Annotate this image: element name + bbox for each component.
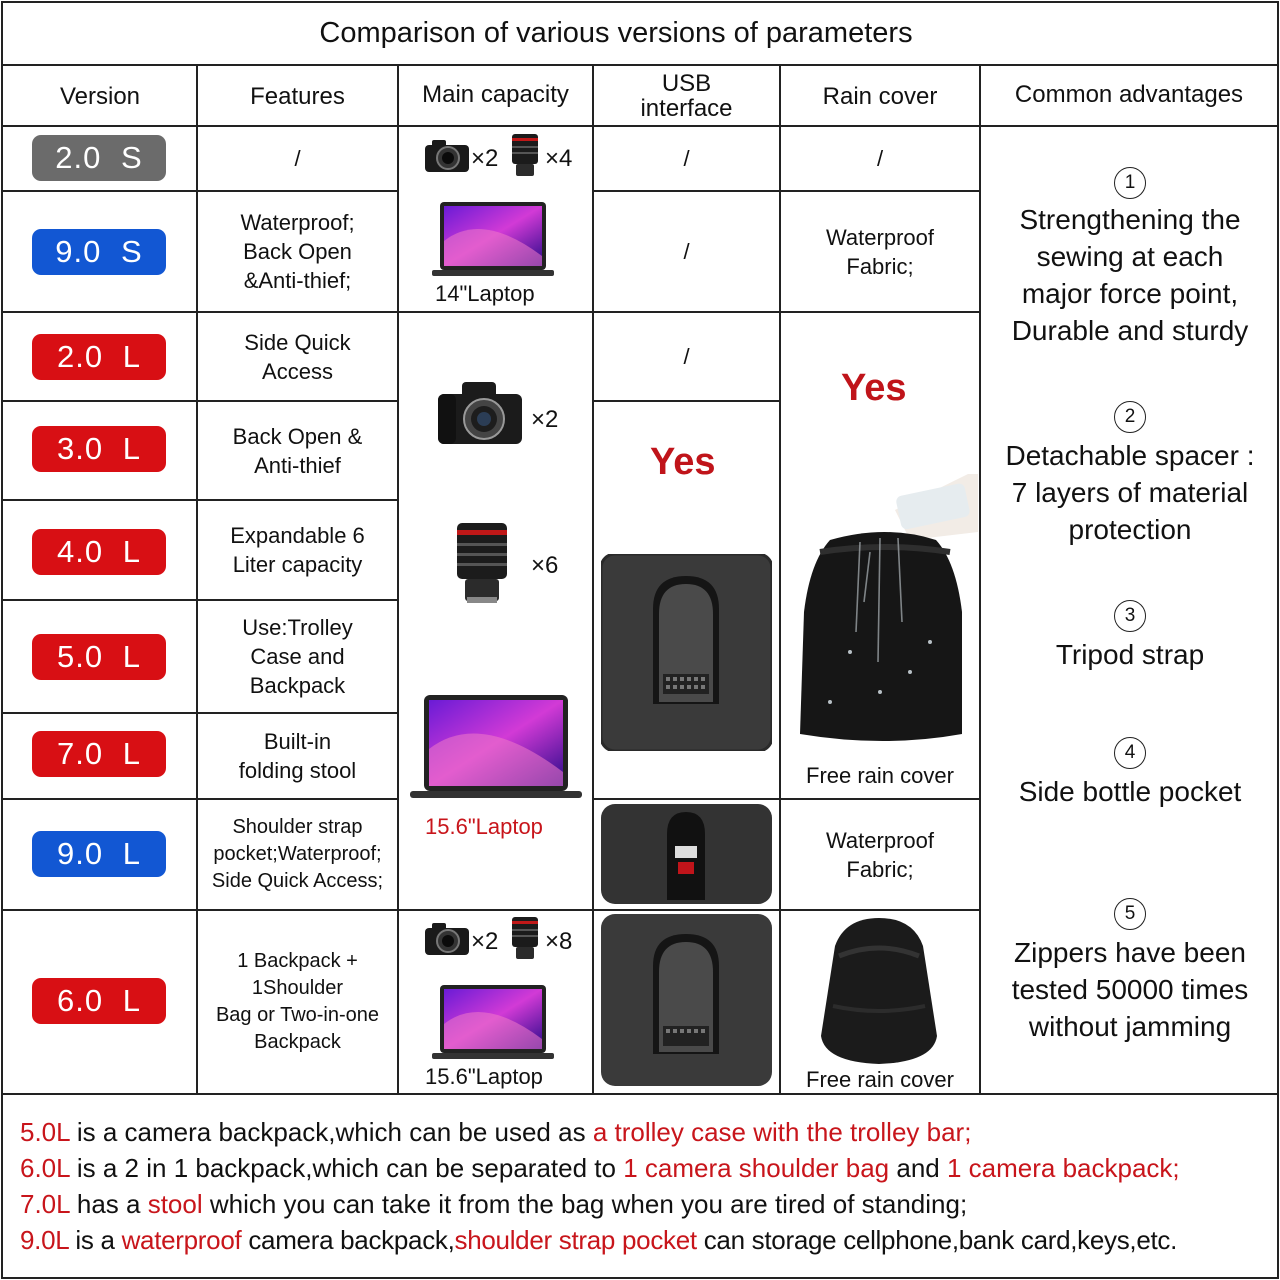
lens-icon <box>454 521 510 605</box>
version-badge: 2.0 L <box>32 334 166 380</box>
divider <box>1 909 980 911</box>
laptop-icon <box>410 694 582 800</box>
advantage-item: 3 Tripod strap <box>981 600 1279 673</box>
divider <box>1 1093 1279 1095</box>
features-cell: Waterproof; Back Open &Anti-thief; <box>240 210 355 293</box>
features-cell: Expandable 6 Liter capacity <box>230 523 365 577</box>
advantage-item: 1 Strengthening the sewing at each major force point, Durable and sturdy <box>981 167 1279 349</box>
advantage-item: 5 Zippers have been tested 50000 times without jamming <box>981 898 1279 1045</box>
features-cell: 1 Backpack + 1Shoulder Bag or Two-in-one Backpack <box>215 950 380 1053</box>
version-badge: 9.0 S <box>32 229 166 275</box>
lens-icon <box>510 915 540 961</box>
note-line: 5.0L is a camera backpack,which can be used as a trolley case with the trolley bar; <box>20 1117 972 1147</box>
version-badge: 9.0 L <box>32 831 166 877</box>
version-badge: 2.0 S <box>32 135 166 181</box>
rain-cell: / <box>876 145 884 171</box>
header-usb-line1: USB <box>661 70 712 97</box>
laptop-icon <box>432 984 554 1060</box>
version-badge: 7.0 L <box>32 731 166 777</box>
camera-icon <box>436 380 524 446</box>
advantage-number: 2 <box>1114 401 1146 433</box>
usb-port-photo <box>601 554 772 751</box>
header-version: Version <box>59 82 141 110</box>
lens-icon <box>510 132 540 178</box>
rain-free-label: Free rain cover <box>806 1067 954 1092</box>
note-line: 6.0L is a 2 in 1 backpack,which can be separated to 1 camera shoulder bag and 1 camera backpack; <box>20 1153 1180 1183</box>
laptop-icon <box>432 201 554 277</box>
rain-cover-photo <box>815 916 943 1066</box>
rain-cover-photo <box>790 472 978 746</box>
advantage-number: 1 <box>1114 167 1146 199</box>
usb-cell: / <box>683 145 690 171</box>
features-cell: Shoulder strap pocket;Waterproof; Side Quick Access; <box>211 816 384 892</box>
features-cell: / <box>294 145 301 171</box>
lens-count: ×8 <box>545 928 573 955</box>
laptop-label: 15.6"Laptop <box>425 814 543 839</box>
camera-count: ×2 <box>471 145 499 172</box>
laptop-label: 14"Laptop <box>435 281 535 306</box>
usb-port-photo <box>601 804 772 904</box>
laptop-label: 15.6"Laptop <box>425 1064 543 1089</box>
features-cell: Built-in folding stool <box>238 729 357 783</box>
divider <box>1 311 980 313</box>
header-common-advantages: Common advantages <box>1014 80 1244 108</box>
header-usb-line2: interface <box>640 95 733 122</box>
divider <box>397 64 399 1094</box>
features-cell: Side Quick Access <box>244 329 351 384</box>
camera-count: ×2 <box>531 406 559 433</box>
advantage-number: 4 <box>1114 737 1146 769</box>
header-main-capacity: Main capacity <box>422 80 569 108</box>
advantage-number: 5 <box>1114 898 1146 930</box>
note-line: 9.0L is a waterproof camera backpack,shoulder strap pocket can storage cellphone,bank card,keys,etc. <box>20 1225 1178 1255</box>
advantage-item: 4 Side bottle pocket <box>981 737 1279 810</box>
camera-count: ×2 <box>471 928 499 955</box>
features-cell: Back Open & Anti-thief <box>232 423 363 478</box>
header-usb <box>594 70 779 126</box>
camera-icon <box>424 139 470 173</box>
usb-port-photo <box>601 914 772 1086</box>
rain-cell: Waterproof Fabric; <box>825 224 934 279</box>
usb-cell: / <box>683 343 690 369</box>
note-line: 7.0L has a stool which you can take it from the bag when you are tired of standing; <box>20 1189 968 1219</box>
advantage-number: 3 <box>1114 600 1146 632</box>
usb-cell: / <box>683 238 690 264</box>
usb-yes: Yes <box>650 441 716 483</box>
version-badge: 3.0 L <box>32 426 166 472</box>
lens-count: ×4 <box>545 145 573 172</box>
advantage-item: 2 Detachable spacer : 7 layers of material protection <box>981 401 1279 548</box>
version-badge: 6.0 L <box>32 978 166 1024</box>
camera-icon <box>424 922 470 956</box>
rain-free-label: Free rain cover <box>806 763 954 788</box>
rain-yes: Yes <box>841 367 907 409</box>
version-badge: 5.0 L <box>32 634 166 680</box>
version-badge: 4.0 L <box>32 529 166 575</box>
rain-cell: Waterproof Fabric; <box>825 827 934 882</box>
header-rain-cover: Rain cover <box>822 82 938 110</box>
lens-count: ×6 <box>531 552 559 579</box>
header-features: Features <box>250 82 345 110</box>
features-cell: Use:Trolley Case and Backpack <box>242 615 353 698</box>
page-title: Comparison of various versions of parameters <box>319 16 913 49</box>
divider <box>593 400 779 402</box>
